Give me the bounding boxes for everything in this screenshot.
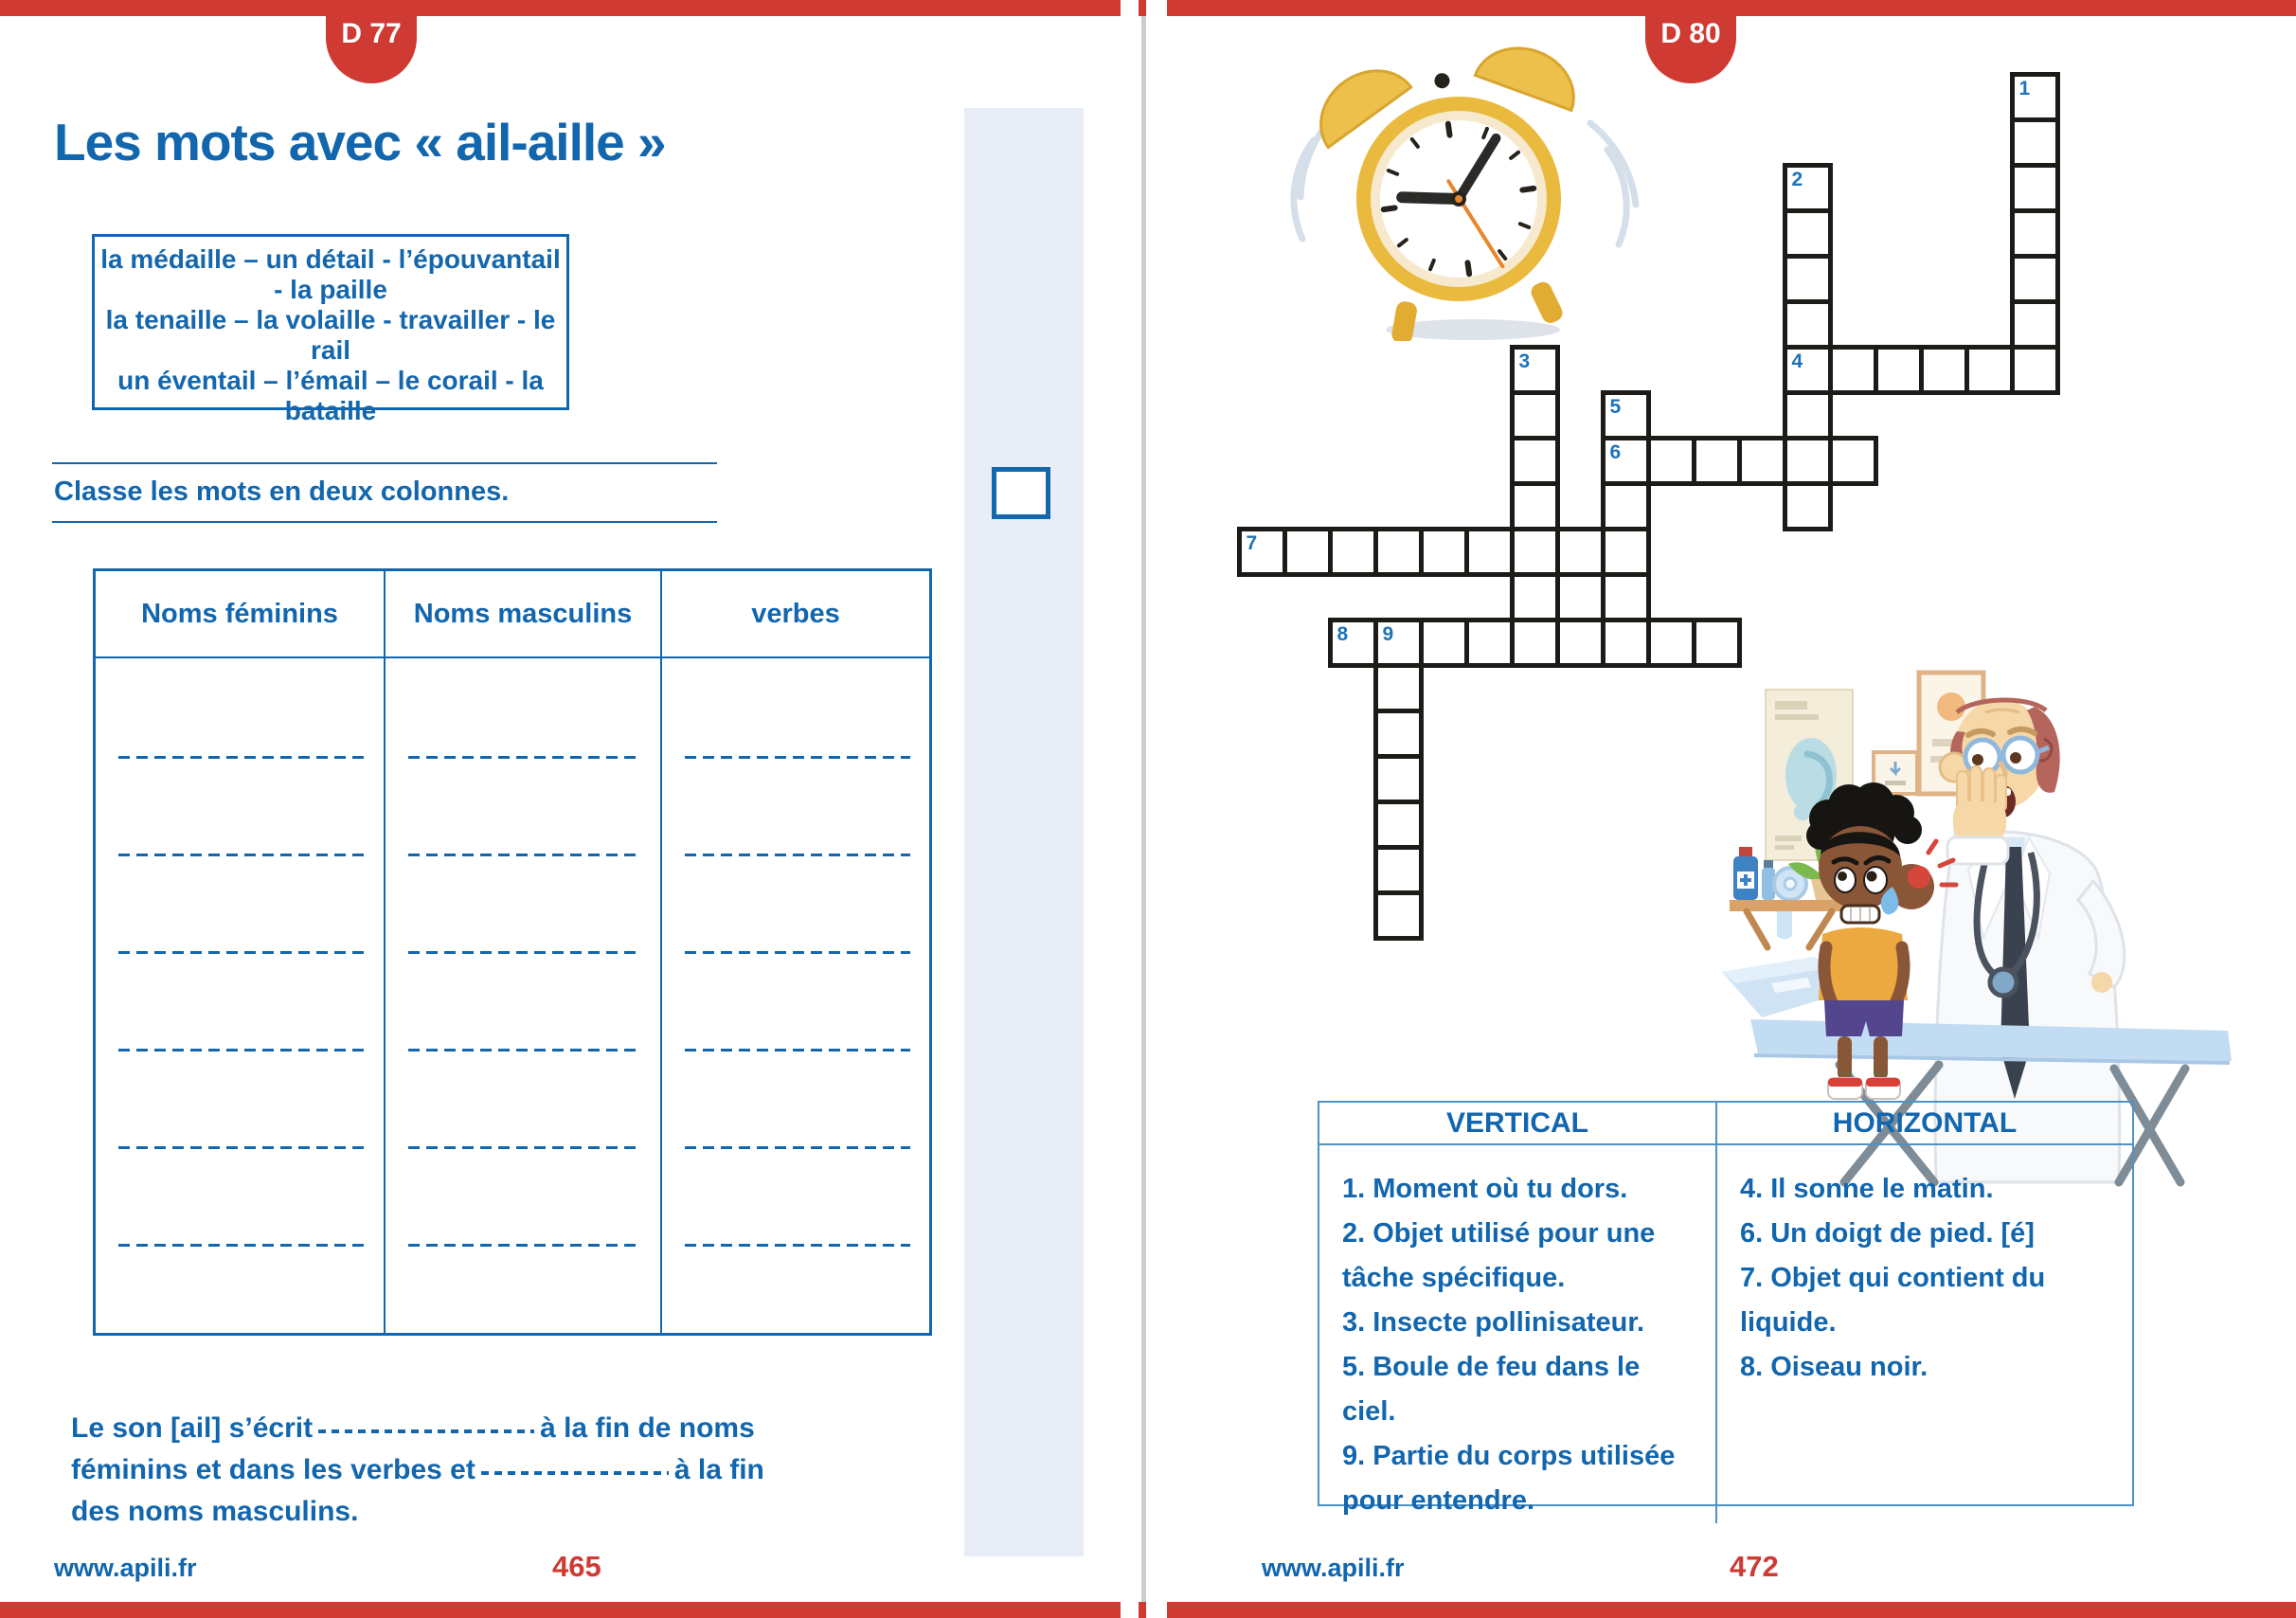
crossword-cell[interactable] (2010, 299, 2060, 350)
answer-blank-line[interactable] (685, 1146, 910, 1149)
column-header-masculine: Noms masculins (384, 571, 660, 656)
word-box-line: la tenaille – la volaille - travailler - le rail (105, 305, 556, 365)
crossword-cell[interactable] (1783, 481, 1833, 531)
crossword-cell-number: 4 (1791, 350, 1803, 372)
page-number-left: 465 (552, 1550, 601, 1583)
crossword-cell[interactable] (1328, 618, 1378, 668)
crossword-cell[interactable] (1919, 345, 1969, 395)
answer-blank-line[interactable] (118, 1049, 365, 1052)
answer-blank-line[interactable] (685, 1049, 910, 1052)
lesson-badge-d77-label: D 77 (341, 18, 402, 49)
answer-blank-line[interactable] (408, 854, 641, 856)
crossword-cell[interactable] (1783, 436, 1833, 486)
fill-sentence-seg3: féminins et dans les verbes et (71, 1454, 475, 1485)
crossword-cell[interactable] (2010, 117, 2060, 168)
crossword-cell[interactable] (1373, 800, 1424, 850)
fill-sentence-seg5: des noms masculins. (71, 1496, 359, 1527)
clue-item: 6. Un doigt de pied. [é] (1740, 1218, 2035, 1249)
margin-strip (964, 108, 1084, 1556)
column-header-verbs: verbes (660, 571, 929, 656)
crossword-cell[interactable] (2010, 345, 2060, 395)
crossword-cell[interactable] (1373, 845, 1424, 895)
answer-blank-line[interactable] (118, 951, 365, 954)
crossword-cell-number: 6 (1609, 440, 1622, 463)
crossword-cell-number: 1 (2018, 77, 2031, 99)
crossword-cell-number: 5 (1609, 395, 1622, 418)
answer-blank-line[interactable] (118, 1146, 365, 1149)
crossword-cell[interactable] (1828, 345, 1878, 395)
crossword-cell[interactable] (1373, 663, 1424, 713)
answer-blank-line[interactable] (408, 1146, 641, 1149)
crossword-cell[interactable] (1510, 436, 1560, 486)
alarm-bell-right (1475, 34, 1586, 110)
horizontal-clues-header: HORIZONTAL (1715, 1103, 2132, 1143)
crossword-cell[interactable] (1783, 345, 1833, 395)
classification-table (93, 568, 932, 1336)
crossword-cell[interactable] (1601, 618, 1651, 668)
answer-blank-line[interactable] (118, 756, 365, 759)
crossword-cell[interactable] (1601, 436, 1651, 486)
bottom-red-bar-left (0, 1602, 1121, 1618)
answer-blank-line[interactable] (118, 854, 365, 856)
clue-table-header (1319, 1103, 2132, 1145)
crossword-cell-number: 8 (1336, 622, 1349, 645)
clue-item: 9. Partie du corps utilisée pour entendre. (1342, 1441, 1676, 1516)
fill-sentence-seg2: à la fin de noms (540, 1412, 755, 1444)
website-link-left[interactable]: www.apili.fr (54, 1554, 197, 1582)
crossword-cell[interactable] (1283, 527, 1333, 577)
exercise-instruction-text: Classe les mots en deux colonnes. (54, 476, 510, 507)
crossword-cell[interactable] (2010, 254, 2060, 304)
clue-item: 5. Boule de feu dans le ciel. (1342, 1352, 1641, 1427)
page-number-right: 472 (1730, 1550, 1779, 1583)
answer-blank-line[interactable] (118, 1244, 365, 1247)
answer-blank-line[interactable] (408, 951, 641, 954)
crossword-cell[interactable] (1373, 618, 1424, 668)
alarm-clock-illustration (1265, 28, 1672, 341)
clue-item: 7. Objet qui contient du liquide. (1740, 1263, 2046, 1338)
answer-blank-line[interactable] (685, 854, 910, 856)
crossword-cell[interactable] (1510, 527, 1560, 577)
crossword-cell-number: 3 (1518, 350, 1531, 372)
website-link-right[interactable]: www.apili.fr (1262, 1554, 1405, 1582)
crossword-cell[interactable] (1373, 754, 1424, 804)
crossword-cell[interactable] (1373, 527, 1424, 577)
crossword-cell[interactable] (1373, 890, 1424, 941)
crossword-cell[interactable] (1783, 390, 1833, 440)
crossword-cell[interactable] (1783, 208, 1833, 259)
bottom-red-bar-right (1167, 1602, 2296, 1618)
table-column (660, 658, 929, 1333)
fill-sentence-seg1: Le son [ail] s’écrit (71, 1412, 314, 1444)
crossword-cell[interactable] (1464, 618, 1515, 668)
crossword-cell[interactable] (2010, 208, 2060, 259)
crossword-cell[interactable] (1510, 572, 1560, 622)
crossword-cell[interactable] (1328, 527, 1378, 577)
clue-item: 1. Moment où tu dors. (1342, 1174, 1628, 1204)
page-divider-red-bottom (1139, 1602, 1146, 1618)
crossword-cell[interactable] (1964, 345, 2015, 395)
horizontal-clues-list (1715, 1145, 2132, 1523)
answer-blank-line[interactable] (408, 1244, 641, 1247)
word-box (92, 234, 569, 425)
answer-blank-line[interactable] (685, 951, 910, 954)
answer-blank-line[interactable] (408, 1049, 641, 1052)
crossword-cell[interactable] (1783, 254, 1833, 304)
crossword-cell[interactable] (1510, 481, 1560, 531)
vertical-clues-list (1319, 1145, 1715, 1523)
crossword-cell[interactable] (2010, 163, 2060, 213)
classification-table-body (96, 658, 929, 1333)
crossword-cell[interactable] (1783, 163, 1833, 213)
word-box-line: un éventail – l’émail – le corail - la bataille (117, 366, 544, 425)
crossword-cell[interactable] (1419, 527, 1469, 577)
fill-sentence-seg4: à la fin (673, 1454, 764, 1485)
crossword-cell[interactable] (1828, 436, 1878, 486)
crossword-cell[interactable] (1874, 345, 1924, 395)
clue-item: 4. Il sonne le matin. (1740, 1174, 1994, 1204)
crossword-cell[interactable] (1646, 436, 1696, 486)
table-column (96, 658, 384, 1333)
classification-table-header (96, 571, 929, 658)
completion-checkbox[interactable] (992, 467, 1050, 519)
clue-table (1318, 1101, 2134, 1516)
exercise-instruction (52, 462, 717, 523)
top-red-bar-left (0, 0, 1121, 16)
answer-blank-line[interactable] (685, 756, 910, 759)
crossword-cell[interactable] (1646, 618, 1696, 668)
page-title: Les mots avec « ail-aille » (54, 113, 666, 171)
crossword-cell[interactable] (1737, 436, 1787, 486)
crossword-cell[interactable] (1464, 527, 1515, 577)
crossword-cell-number: 7 (1246, 531, 1258, 554)
clue-item: 8. Oiseau noir. (1740, 1352, 1928, 1382)
fill-blank-2[interactable] (481, 1471, 669, 1475)
clue-item: 2. Objet utilisé pour une tâche spécifique. (1342, 1218, 1656, 1293)
crossword-cell[interactable] (1601, 481, 1651, 531)
page-divider (1141, 0, 1146, 1618)
lesson-badge-d77 (326, 0, 417, 83)
sore-ear (1908, 866, 1930, 889)
answer-blank-line[interactable] (408, 756, 641, 759)
crossword-cell[interactable] (1510, 390, 1560, 440)
answer-blank-line[interactable] (685, 1244, 910, 1247)
crossword-cell[interactable] (2010, 72, 2060, 122)
table-column (384, 658, 660, 1333)
word-box-line: la médaille – un détail - l’épouvantail - la paille (100, 244, 561, 304)
vertical-clues-header: VERTICAL (1446, 1106, 1588, 1139)
crossword-cell-number: 9 (1382, 622, 1394, 645)
crossword-cell[interactable] (1601, 390, 1651, 440)
fill-sentence (71, 1408, 924, 1533)
crossword-cell[interactable] (1555, 527, 1605, 577)
crossword-cell[interactable] (1783, 299, 1833, 350)
clue-item: 3. Insecte pollinisateur. (1342, 1307, 1645, 1338)
crossword-cell[interactable] (1510, 618, 1560, 668)
crossword-cell[interactable] (1419, 618, 1469, 668)
fill-blank-1[interactable] (318, 1429, 534, 1433)
page-divider-red-top (1139, 0, 1146, 16)
crossword-cell[interactable] (1692, 436, 1742, 486)
hand-on-cheek (1953, 801, 2006, 841)
stethoscope-chestpiece (1990, 969, 2017, 996)
crossword-cell[interactable] (1510, 345, 1560, 395)
crossword-cell-number: 2 (1791, 168, 1803, 190)
crossword-cell[interactable] (1601, 527, 1651, 577)
crossword-cell[interactable] (1373, 709, 1424, 759)
crossword-cell[interactable] (1601, 572, 1651, 622)
column-header-feminine: Noms féminins (141, 598, 338, 629)
crossword-cell[interactable] (1555, 618, 1605, 668)
lesson-badge-d80-label: D 80 (1660, 18, 1721, 49)
crossword-cell[interactable] (1237, 527, 1287, 577)
